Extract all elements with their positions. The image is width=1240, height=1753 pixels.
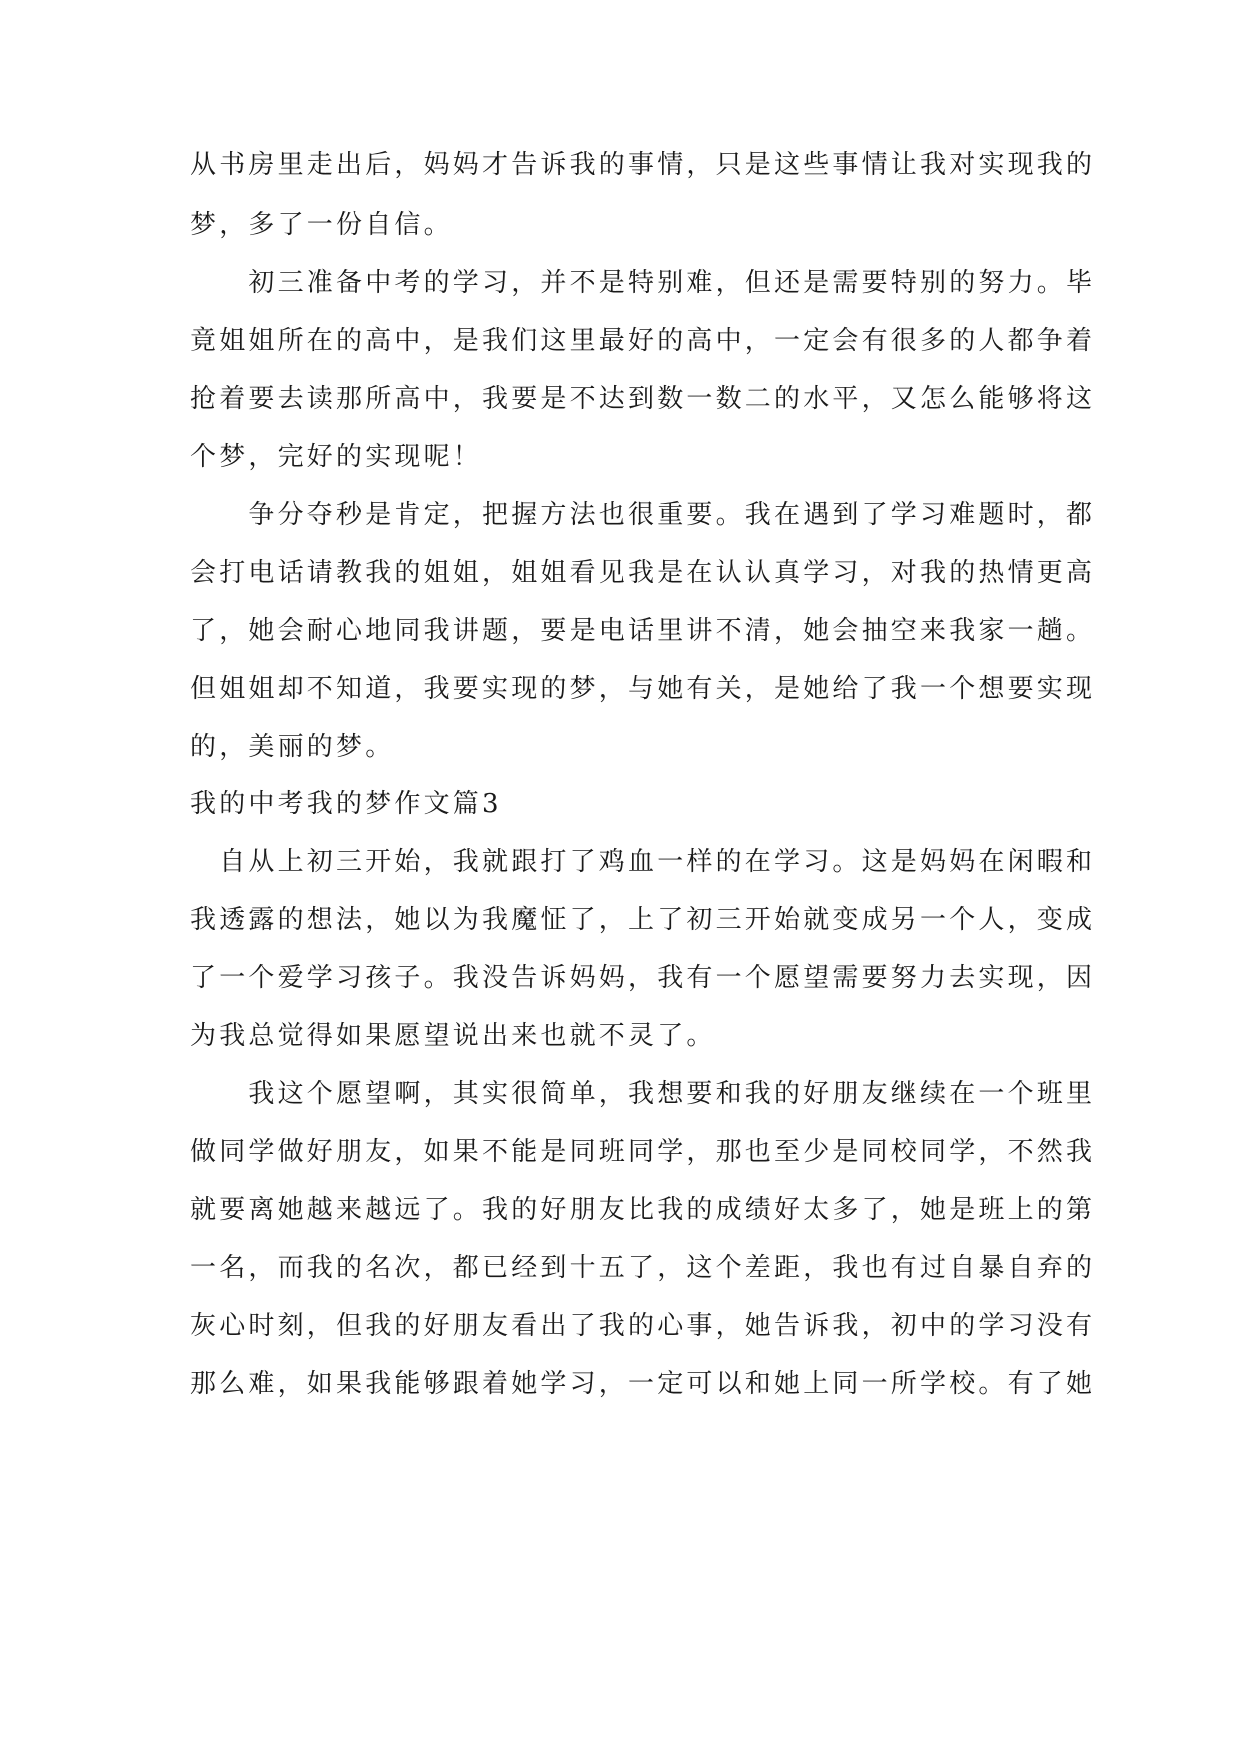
- paragraph-line: 我透露的想法，她以为我魔怔了，上了初三开始就变成另一个人，变成: [190, 905, 1096, 935]
- paragraph-line: 我这个愿望啊，其实很简单，我想要和我的好朋友继续在一个班里: [190, 1079, 1096, 1109]
- paragraph-line: 初三准备中考的学习，并不是特别难，但还是需要特别的努力。毕: [190, 268, 1096, 298]
- section-heading: 我的中考我的梦作文篇3: [190, 789, 502, 819]
- paragraph-line: 但姐姐却不知道，我要实现的梦，与她有关，是她给了我一个想要实现: [190, 674, 1096, 704]
- paragraph-line: 会打电话请教我的姐姐，姐姐看见我是在认认真学习，对我的热情更高: [190, 558, 1096, 588]
- paragraph-line: 竟姐姐所在的高中，是我们这里最好的高中，一定会有很多的人都争着: [190, 326, 1096, 356]
- paragraph-line: 了，她会耐心地同我讲题，要是电话里讲不清，她会抽空来我家一趟。: [190, 616, 1096, 646]
- paragraph-line: 为我总觉得如果愿望说出来也就不灵了。: [190, 1021, 716, 1051]
- paragraph-line: 了一个爱学习孩子。我没告诉妈妈，我有一个愿望需要努力去实现，因: [190, 963, 1096, 993]
- paragraph-line: 自从上初三开始，我就跟打了鸡血一样的在学习。这是妈妈在闲暇和: [190, 847, 1096, 877]
- paragraph-line: 从书房里走出后，妈妈才告诉我的事情，只是这些事情让我对实现我的: [190, 150, 1096, 180]
- paragraph-line: 的，美丽的梦。: [190, 732, 395, 762]
- paragraph-line: 抢着要去读那所高中，我要是不达到数一数二的水平，又怎么能够将这: [190, 384, 1096, 414]
- paragraph-line: 就要离她越来越远了。我的好朋友比我的成绩好太多了，她是班上的第: [190, 1195, 1096, 1225]
- paragraph-line: 那么难，如果我能够跟着她学习，一定可以和她上同一所学校。有了她: [190, 1369, 1096, 1399]
- paragraph-line: 做同学做好朋友，如果不能是同班同学，那也至少是同校同学，不然我: [190, 1137, 1096, 1167]
- paragraph-line: 一名，而我的名次，都已经到十五了，这个差距，我也有过自暴自弃的: [190, 1253, 1096, 1283]
- paragraph-line: 灰心时刻，但我的好朋友看出了我的心事，她告诉我，初中的学习没有: [190, 1311, 1096, 1341]
- paragraph-line: 争分夺秒是肯定，把握方法也很重要。我在遇到了学习难题时，都: [190, 500, 1096, 530]
- paragraph-line: 梦，多了一份自信。: [190, 210, 453, 240]
- paragraph-line: 个梦，完好的实现呢！: [190, 442, 483, 472]
